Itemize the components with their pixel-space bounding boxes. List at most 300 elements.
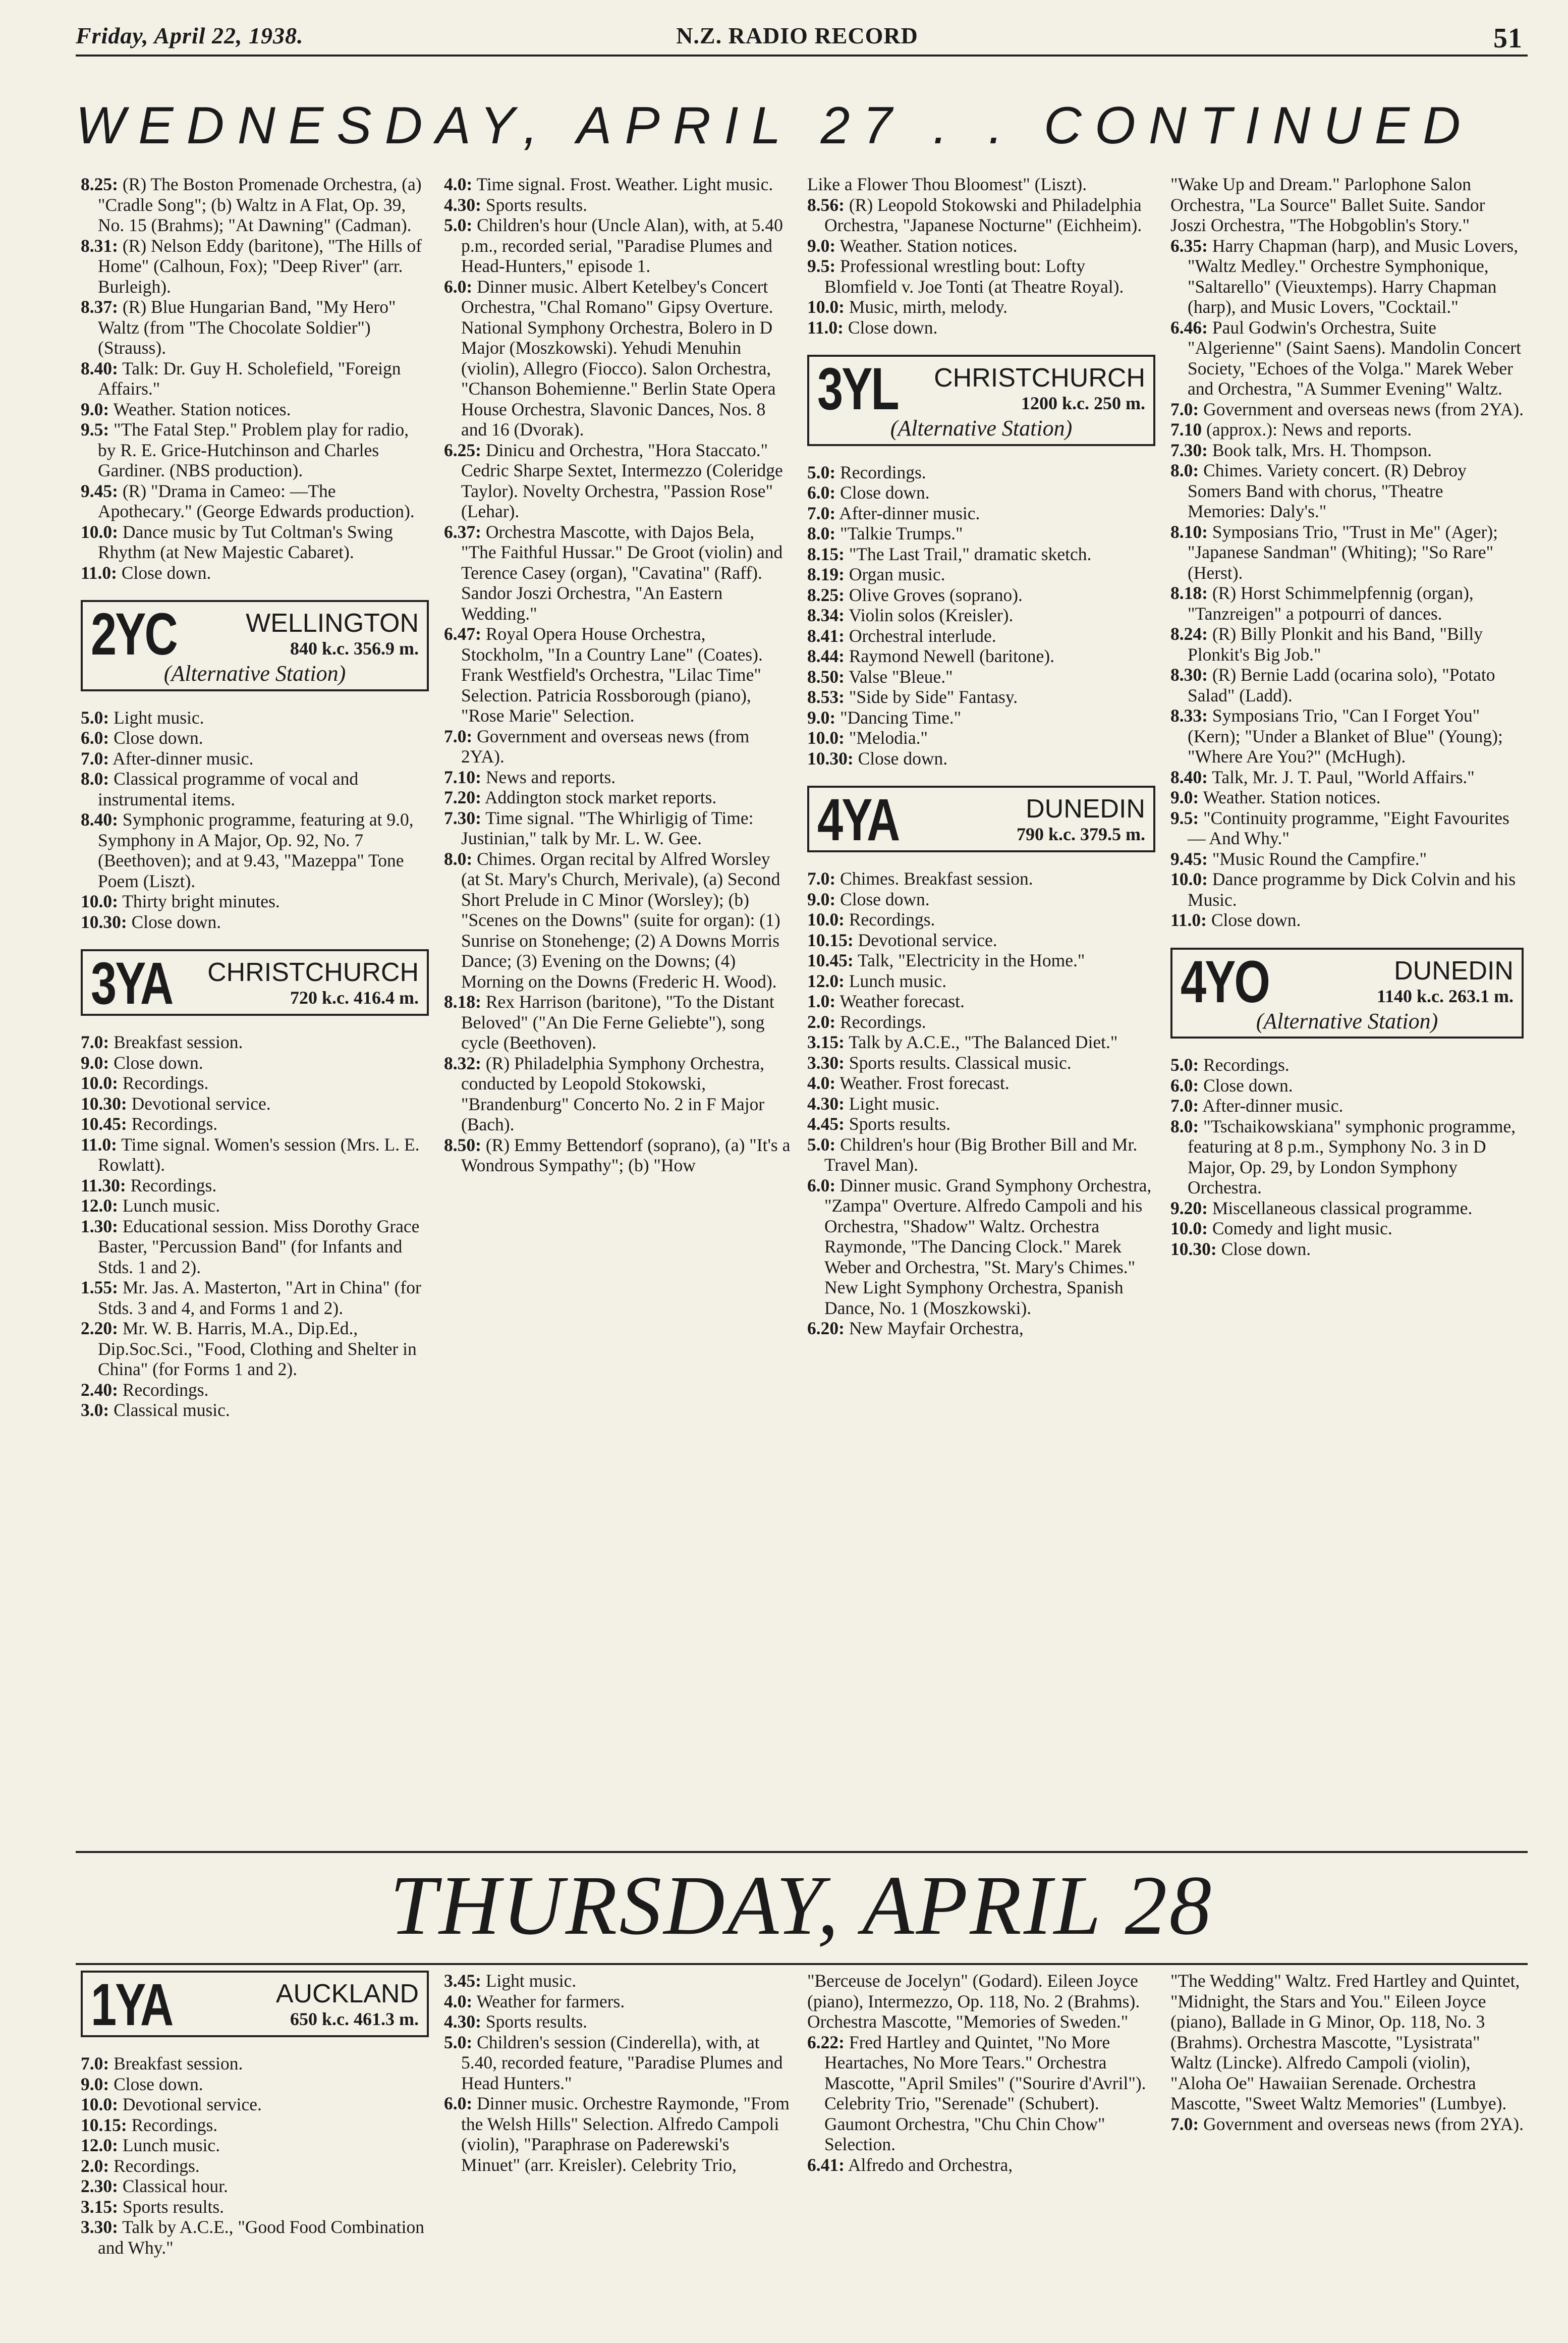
program-entry (807, 1971, 1155, 2032)
program-text: Breakfast session. (114, 2053, 243, 2074)
program-time: 8.40: (81, 809, 118, 830)
program-time: 1.30: (81, 1216, 118, 1236)
program-text: Lunch music. (122, 1195, 220, 1216)
program-list (81, 707, 429, 933)
program-text: (R) Philadelphia Symphony Orchestra, conducted by Leopold Stokowski, "Brandenburg" Concerto No. 2 in F Major (Bach). (461, 1053, 765, 1134)
program-text: (R) The Boston Promenade Orchestra, (a) "Cradle Song"; (b) Waltz in A Flat, Op. 39, No. 15 (Brahms); "At Dawning" (Cadman). (98, 174, 422, 235)
program-text: (R) "Drama in Cameo: —The Apothecary." (George Edwards production). (98, 480, 415, 521)
program-time: 10.45: (807, 950, 854, 970)
program-entry (807, 667, 1155, 687)
program-list (81, 174, 429, 583)
program-entry (807, 236, 1155, 256)
program-entry (1170, 808, 1524, 849)
program-time: 7.30: (444, 807, 481, 828)
program-time: 2.40: (81, 1379, 118, 1400)
program-text: Dinner music. Albert Ketelbey's Concert Orchestra, "Chal Romano" Gipsy Overture. National Symphony Orchestra, Bolero in D Major (Moszkowski). Yehudi Menuhin (violin), Allegro (Fiocco). Salon Orchestra, "Chanson Bohemienne." Berlin State Opera House Orchestra, Slavonic Dances, Nos. 8 and 16 (Dvorak). (461, 276, 776, 440)
program-entry (807, 1032, 1155, 1053)
program-time: 7.0: (444, 726, 473, 746)
program-entry (1170, 460, 1524, 522)
program-time: 8.0: (1170, 460, 1199, 480)
program-entry (1170, 1116, 1524, 1198)
program-time: 10.45: (81, 1114, 127, 1134)
program-text: Weather. Frost forecast. (839, 1073, 1010, 1093)
program-time: 6.0: (1170, 1075, 1199, 1096)
program-entry (81, 1134, 429, 1175)
program-text: Royal Opera House Orchestra, Stockholm, "In a Country Lane" (Coates). Frank Westfield's Orchestra, "Lilac Time" Selection. Patricia Rossborough (piano), "Rose Marie" Selection. (461, 624, 763, 726)
program-text: Light music. (114, 707, 204, 728)
program-entry (807, 1012, 1155, 1032)
program-text: "Continuity programme, "Eight Favourites — And Why." (1188, 807, 1509, 848)
program-time: 8.24: (1170, 624, 1208, 644)
program-entry (1170, 665, 1524, 705)
program-entry (807, 174, 1155, 195)
program-text: Sports results. (485, 2011, 588, 2032)
program-entry (81, 1277, 429, 1318)
program-time: 10.0: (81, 2094, 118, 2114)
program-entry (807, 544, 1155, 565)
program-entry (81, 1195, 429, 1216)
program-text: "Music Round the Campfire." (1212, 848, 1427, 869)
program-entry (81, 419, 429, 481)
program-text: Weather for farmers. (476, 1991, 625, 2011)
program-entry (81, 2094, 429, 2115)
program-entry (81, 707, 429, 728)
program-time: 3.15: (81, 2196, 118, 2217)
program-time: 9.0: (81, 399, 109, 419)
wednesday-banner: WEDNESDAY, APRIL 27 . . CONTINUED (76, 96, 1474, 155)
program-text: Government and overseas news (from 2YA). (1203, 2113, 1524, 2134)
program-time: 7.0: (1170, 399, 1199, 419)
program-text: Recordings. (849, 909, 935, 930)
program-text: Symphonic programme, featuring at 9.0, Symphony in A Major, Op. 92, No. 7 (Beethoven); and at 9.43, "Mazeppa" Tone Poem (Liszt). (98, 809, 414, 891)
program-time: 8.0: (444, 848, 473, 869)
program-time: 7.10 (1170, 419, 1202, 440)
program-text: Thirty bright minutes. (122, 891, 280, 911)
program-text: Lunch music. (122, 2135, 220, 2155)
program-text: Alfredo and Orchestra, (848, 2154, 1013, 2175)
program-time: 10.0: (81, 1073, 118, 1093)
program-list (81, 1032, 429, 1421)
program-time: 9.0: (81, 1052, 109, 1073)
program-entry (1170, 1971, 1524, 2114)
program-entry (1170, 1055, 1524, 1075)
program-text: After-dinner music. (113, 748, 254, 769)
program-text: Orchestra Mascotte, with Dajos Bela, "The Faithful Hussar." De Groot (violin) and Terence Casey (organ), "Cavatina" (Raff). Sandor Joszi Orchestra, "An Eastern Wedding." (461, 521, 783, 624)
program-time: 7.0: (81, 2053, 109, 2074)
program-time: 6.25: (444, 440, 481, 460)
program-entry (807, 1073, 1155, 1094)
program-text: Light music. (849, 1093, 940, 1114)
program-entry (444, 787, 792, 808)
program-entry (444, 2011, 792, 2032)
station-frequency: 1200 k.c. 250 m. (1021, 393, 1145, 413)
program-list (807, 1971, 1155, 2175)
wed-column-2 (444, 174, 792, 1844)
program-entry (1170, 1096, 1524, 1116)
program-time: 8.56: (807, 194, 845, 215)
program-text: Recordings. (840, 1011, 926, 1032)
program-list (807, 174, 1155, 338)
program-time: 12.0: (807, 970, 845, 991)
program-time: 7.0: (807, 868, 836, 889)
program-time: 11.0: (81, 1134, 117, 1155)
program-text: Fred Hartley and Quintet, "No More Heartaches, No More Tears." Orchestra Mascotte, "April Smiles" ("Sourire d'Avril"). Celebrity Trio, "Serenade" (Schubert). Gaumont Orchestra, "Chu Chin Chow" Selection. (824, 2032, 1146, 2154)
thu-column-2 (444, 1971, 792, 2334)
program-time: 2.20: (81, 1318, 118, 1338)
program-entry (444, 215, 792, 277)
program-entry (81, 809, 429, 891)
program-time: 9.5: (81, 419, 109, 440)
program-time: 10.0: (81, 891, 118, 911)
wed-column-4 (1170, 174, 1524, 1844)
program-text: Weather. Station notices. (1203, 787, 1381, 807)
program-text: Chimes. Variety concert. (R) Debroy Somers Band with chorus, "Theatre Memories: Daly's." (1188, 460, 1467, 521)
program-entry (81, 358, 429, 399)
program-text: Devotional service. (858, 930, 997, 950)
program-list (444, 174, 792, 1176)
station-call-sign: 4YO (1181, 948, 1269, 1015)
program-entry (81, 769, 429, 809)
program-text: Recordings. (122, 1073, 209, 1093)
program-entry (81, 2074, 429, 2095)
program-time: 8.32: (444, 1053, 481, 1073)
program-entry (444, 440, 792, 522)
program-entry (807, 564, 1155, 585)
program-entry (81, 748, 429, 769)
program-text: (R) Emmy Bettendorf (soprano), (a) "It's a Wondrous Sympathy"; (b) "How (461, 1134, 791, 1175)
program-text: Comedy and light music. (1212, 1218, 1392, 1238)
program-time: 3.45: (444, 1971, 481, 1991)
program-text: (R) Nelson Eddy (baritone), "The Hills of Home" (Calhoun, Fox); "Deep River" (arr. Burleigh). (98, 235, 422, 297)
program-time: 8.40: (1170, 767, 1208, 787)
program-entry (1170, 419, 1524, 440)
program-entry (807, 646, 1155, 667)
program-time: 3.0: (81, 1400, 109, 1420)
program-entry (807, 707, 1155, 728)
program-time: 11.0: (81, 562, 117, 583)
program-text: Devotional service. (131, 1093, 271, 1114)
program-text: Violin solos (Kreisler). (849, 605, 1014, 625)
program-entry (81, 1053, 429, 1073)
program-text: Classical programme of vocal and instrumental items. (98, 769, 359, 809)
program-text: Recordings. (131, 2114, 218, 2135)
program-text: Recordings. (1203, 1055, 1290, 1075)
program-time: 10.15: (81, 2114, 127, 2135)
program-list (807, 868, 1155, 1339)
program-entry (807, 256, 1155, 297)
program-text: Classical music. (114, 1400, 230, 1420)
program-text: Close down. (840, 482, 930, 503)
program-text: Recordings. (130, 1175, 217, 1195)
program-entry (81, 399, 429, 420)
program-time: 4.45: (807, 1114, 845, 1134)
program-time: 4.30: (807, 1093, 845, 1114)
program-text: Dinicu and Orchestra, "Hora Staccato." Cedric Sharpe Sextet, Intermezzo (Coleridge Taylor). Novelty Orchestra, "Passion Rose" (Lehar). (461, 440, 783, 521)
program-text: Harry Chapman (harp), and Music Lovers, "Waltz Medley." Orchestre Symphonique, "Saltarello" (Vieuxtemps). Harry Chapman (harp), and Music Lovers, "Cocktail." (1188, 235, 1519, 317)
thu-column-4 (1170, 1971, 1524, 2334)
program-text: Organ music. (849, 564, 945, 584)
issue-date: Friday, April 22, 1938. (76, 23, 304, 48)
program-entry (807, 950, 1155, 971)
program-entry (807, 462, 1155, 483)
program-time: 3.30: (807, 1052, 845, 1073)
program-text: Recordings. (840, 462, 926, 482)
program-entry (81, 1216, 429, 1278)
program-text: Recordings. (131, 1114, 218, 1134)
station-frequency: 840 k.c. 356.9 m. (290, 638, 419, 659)
program-time: 6.41: (807, 2154, 845, 2175)
program-text: "The Fatal Step." Problem play for radio, by R. E. Grice-Hutchinson and Charles Gardiner. (NBS production). (98, 419, 409, 480)
program-text: Government and overseas news (from 2YA). (1203, 399, 1524, 419)
program-entry (1170, 399, 1524, 420)
station-alternative-label: (Alternative Station) (890, 416, 1073, 441)
program-time: 11.0: (1170, 910, 1207, 930)
program-time: 6.22: (807, 2032, 845, 2052)
program-text: News and reports. (485, 767, 616, 787)
program-text: Recordings. (122, 1379, 209, 1400)
program-list (444, 1971, 792, 2175)
program-text: Close down. (840, 889, 930, 909)
program-text: Close down. (114, 728, 203, 748)
program-entry (81, 728, 429, 748)
program-text: Book talk, Mrs. H. Thompson. (1212, 440, 1432, 460)
program-entry (1170, 1239, 1524, 1260)
program-entry (1170, 869, 1524, 910)
program-entry (807, 1134, 1155, 1175)
program-time: 9.0: (807, 889, 836, 909)
station-alternative-label: (Alternative Station) (163, 661, 346, 686)
program-text: Weather. Station notices. (839, 235, 1018, 256)
program-text: Breakfast session. (114, 1032, 243, 1052)
program-entry (81, 2053, 429, 2074)
program-text: Educational session. Miss Dorothy Grace Baster, "Percussion Band" (for Infants and Stds. 1 and 2). (98, 1216, 420, 1277)
program-text: Close down. (121, 562, 211, 583)
program-entry (807, 1114, 1155, 1134)
program-text: (approx.): News and reports. (1206, 419, 1412, 440)
program-text: Sports results. (122, 2196, 225, 2217)
program-time: 6.37: (444, 521, 481, 542)
program-text: Talk: Dr. Guy H. Scholefield, "Foreign Affairs." (98, 358, 401, 399)
station-call-sign: 3YA (91, 950, 173, 1017)
program-time: 6.35: (1170, 235, 1208, 256)
program-time: 7.0: (81, 1032, 109, 1052)
program-text: "Talkie Trumps." (840, 523, 963, 543)
program-entry (81, 2135, 429, 2156)
program-time: 8.50: (807, 666, 845, 687)
program-text: "Tschaikowskiana" symphonic programme, featuring at 8 p.m., Symphony No. 3 in D Major, Op. 29, by London Symphony Orchestra. (1188, 1116, 1516, 1197)
program-time: 7.0: (807, 503, 836, 523)
program-entry (81, 481, 429, 522)
station-frequency: 720 k.c. 416.4 m. (290, 988, 419, 1008)
program-text: Classical hour. (122, 2176, 228, 2196)
program-time: 7.20: (444, 787, 481, 807)
program-text: Children's hour (Big Brother Bill and Mr. Travel Man). (824, 1134, 1138, 1175)
program-entry (807, 1318, 1155, 1339)
program-text: (R) Horst Schimmelpfennig (organ), "Tanzreigen" a potpourri of dances. (1188, 583, 1474, 624)
program-time: 4.0: (807, 1073, 836, 1093)
station-box-3yl (807, 355, 1155, 446)
publication-title: N.Z. RADIO RECORD (676, 23, 918, 48)
program-time: 6.0: (444, 2093, 473, 2113)
program-entry (444, 277, 792, 440)
program-entry (807, 728, 1155, 748)
program-time: 2.30: (81, 2176, 118, 2196)
program-text: Chimes. Breakfast session. (840, 868, 1033, 889)
program-time: 8.10: (1170, 521, 1208, 542)
program-entry (807, 971, 1155, 992)
program-text: Close down. (848, 317, 938, 338)
program-time: 8.41: (807, 625, 845, 646)
program-list (1170, 1971, 1524, 2134)
program-text: Close down. (131, 911, 221, 932)
program-entry (807, 1094, 1155, 1114)
program-time: 8.25: (81, 174, 118, 194)
program-entry (444, 522, 792, 624)
program-text: "Melodia." (849, 728, 928, 748)
program-entry (1170, 1218, 1524, 1239)
program-entry (81, 1094, 429, 1114)
program-list (1170, 174, 1524, 931)
program-text: Light music. (485, 1971, 577, 1991)
program-entry (81, 2156, 429, 2176)
program-time: 2.0: (807, 1011, 836, 1032)
program-entry (81, 891, 429, 912)
program-entry (444, 1053, 792, 1135)
program-entry (444, 1991, 792, 2012)
program-text: New Mayfair Orchestra, (849, 1318, 1024, 1338)
station-box-1ya (81, 1971, 429, 2037)
program-time: 10.0: (1170, 869, 1208, 889)
station-alternative-label: (Alternative Station) (1256, 1008, 1438, 1033)
program-entry (1170, 705, 1524, 767)
program-time: 8.30: (1170, 665, 1208, 685)
station-call-sign: 1YA (91, 1972, 173, 2038)
program-time: 10.0: (807, 909, 845, 930)
program-text: Dance programme by Dick Colvin and his Music. (1188, 869, 1516, 910)
program-text: Dinner music. Grand Symphony Orchestra, "Zampa" Overture. Alfredo Campoli and his Orchestra, "Shadow" Waltz. Orchestra Raymonde, "The Dancing Clock." Marek Weber and Orchestra, "St. Mary's Chimes." New Light Symphony Orchestra, Spanish Dance, No. 1 (Moszkowski). (824, 1175, 1152, 1318)
program-time: 8.33: (1170, 705, 1208, 726)
program-entry (444, 808, 792, 849)
program-text: Weather. Station notices. (113, 399, 291, 419)
program-time: 1.55: (81, 1277, 118, 1297)
program-time: 7.0: (81, 748, 109, 769)
wed-column-1 (81, 174, 429, 1844)
program-time: 7.30: (1170, 440, 1208, 460)
program-time: 7.10: (444, 767, 481, 787)
program-entry (1170, 174, 1524, 236)
program-time: 6.0: (81, 728, 109, 748)
program-time: 10.30: (1170, 1238, 1217, 1259)
program-text: Close down. (114, 2074, 203, 2094)
page-number: 51 (1493, 23, 1523, 54)
program-entry (807, 2032, 1155, 2155)
program-time: 5.0: (81, 707, 109, 728)
program-entry (444, 767, 792, 788)
program-entry (807, 317, 1155, 338)
station-city: CHRISTCHURCH (934, 363, 1145, 393)
program-entry (81, 563, 429, 583)
program-time: 9.45: (1170, 848, 1208, 869)
program-entry (444, 849, 792, 992)
program-entry (81, 297, 429, 358)
program-entry (81, 1380, 429, 1400)
program-time: 8.15: (807, 543, 845, 564)
program-entry (807, 297, 1155, 317)
program-time: 8.53: (807, 687, 845, 707)
program-text: Olive Groves (soprano). (849, 584, 1023, 605)
station-call-sign: 4YA (817, 787, 899, 853)
station-city: DUNEDIN (1026, 794, 1145, 824)
program-time: 6.46: (1170, 317, 1208, 338)
program-text: Close down. (114, 1052, 203, 1073)
program-text: Dance music by Tut Coltman's Swing Rhythm (at New Majestic Cabaret). (98, 521, 393, 562)
program-entry (444, 992, 792, 1053)
program-time: 10.30: (81, 1093, 127, 1114)
program-list (1170, 1055, 1524, 1259)
program-text: Raymond Newell (baritone). (849, 646, 1054, 666)
program-entry (81, 2115, 429, 2136)
station-box-2yc (81, 600, 429, 691)
program-time: 5.0: (444, 215, 473, 235)
program-text: Valse "Bleue." (849, 666, 953, 687)
program-text: "Side by Side" Fantasy. (849, 687, 1018, 707)
program-time: 9.5: (807, 256, 836, 276)
program-text: "Dancing Time." (840, 707, 962, 728)
program-entry (1170, 910, 1524, 931)
program-entry (1170, 317, 1524, 399)
program-time: 11.0: (807, 317, 844, 338)
program-time: 2.0: (81, 2155, 109, 2176)
thu-column-3 (807, 1971, 1155, 2334)
program-time: 10.30: (807, 748, 854, 769)
program-text: Time signal. Frost. Weather. Light music. (476, 174, 773, 194)
program-text: Sports results. (849, 1114, 951, 1134)
program-time: 6.0: (807, 1175, 836, 1195)
program-entry (1170, 787, 1524, 808)
program-text: Close down. (1221, 1238, 1311, 1259)
program-text: "Berceuse de Jocelyn" (Godard). Eileen Joyce (piano), Intermezzo, Op. 118, No. 2 (Brahms). Orchestra Mascotte, "Memories of Sweden." (807, 1971, 1140, 2032)
program-text: Close down. (1203, 1075, 1293, 1096)
program-entry (1170, 440, 1524, 461)
program-entry (1170, 624, 1524, 665)
program-entry (807, 868, 1155, 889)
program-time: 9.45: (81, 480, 118, 501)
program-text: Addington stock market reports. (484, 787, 717, 807)
program-entry (807, 1053, 1155, 1073)
program-time: 7.0: (1170, 2113, 1199, 2134)
program-time: 12.0: (81, 2135, 118, 2155)
program-entry (1170, 1198, 1524, 1219)
program-entry (807, 585, 1155, 606)
program-entry (444, 2032, 792, 2094)
program-text: Talk by A.C.E., "Good Food Combination and Why." (98, 2217, 424, 2258)
program-time: 8.18: (444, 992, 481, 1012)
program-text: Government and overseas news (from 2YA). (461, 726, 750, 767)
thursday-banner: THURSDAY, APRIL 28 (389, 1859, 1214, 1952)
program-text: Time signal. Women's session (Mrs. L. E. Rowlatt). (98, 1134, 420, 1175)
program-time: 1.0: (807, 991, 836, 1011)
program-time: 9.5: (1170, 807, 1199, 828)
program-time: 8.31: (81, 235, 118, 256)
station-call-sign: 2YC (91, 601, 177, 668)
program-text: Sports results. (485, 194, 588, 215)
program-text: Talk, Mr. J. T. Paul, "World Affairs." (1212, 767, 1475, 787)
program-entry (1170, 767, 1524, 788)
program-time: 12.0: (81, 1195, 118, 1216)
day-separator (76, 1963, 1528, 1965)
program-entry (81, 522, 429, 563)
program-time: 9.0: (1170, 787, 1199, 807)
